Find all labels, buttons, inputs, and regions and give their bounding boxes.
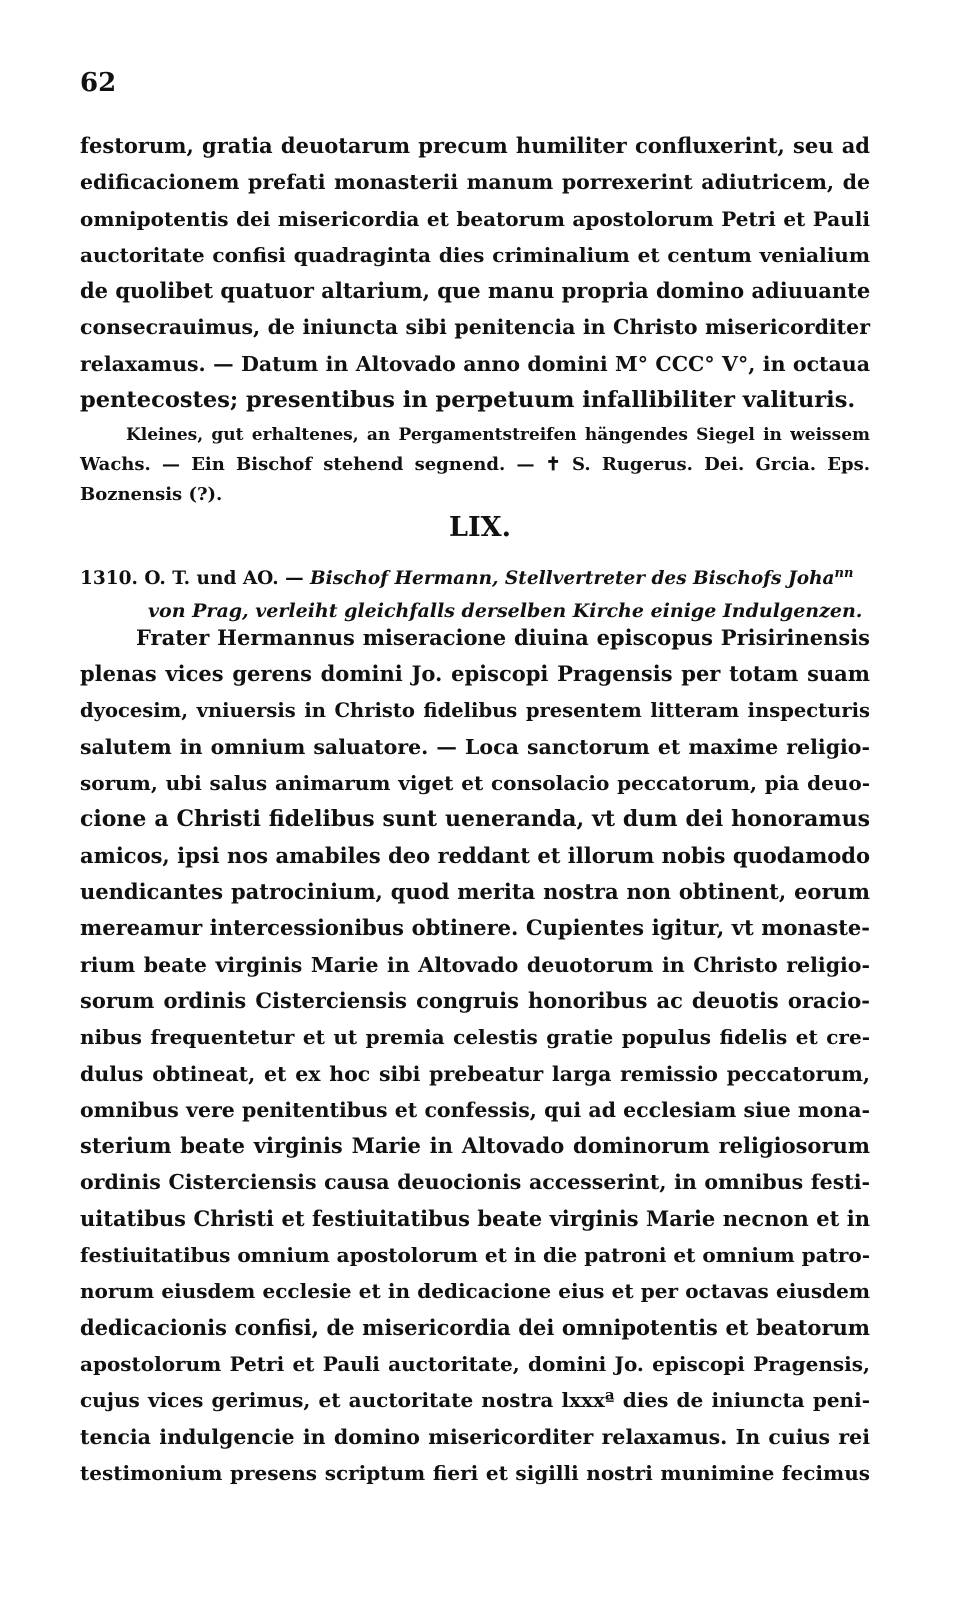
text-line: Kleines, gut erhaltenes, an Pergamentstreifen hängendes Siegel in weissem bbox=[126, 425, 870, 445]
text-line: cujus vices gerimus, et auctoritate nostra lxxxª dies de iniuncta peni- bbox=[80, 1388, 870, 1413]
text-line: cione a Christi fidelibus sunt ueneranda, vt dum dei honoramus bbox=[80, 806, 870, 833]
document-number-heading: LIX. bbox=[449, 512, 511, 543]
text-line: Wachs. — Ein Bischof stehend segnend. — ✝ S. Rugerus. Dei. Grcia. Eps. bbox=[80, 454, 870, 475]
text-line: edificacionem prefati monasterii manum porrexerint adiutricem, de bbox=[80, 170, 870, 195]
text-line: salutem in omnium saluatore. — Loca sanctorum et maxime religio- bbox=[80, 734, 870, 759]
regest-text: Bischof Hermann, Stellvertreter des Bischofs Joha bbox=[310, 568, 835, 590]
text-line: sorum ordinis Cisterciensis congruis honoribus ac deuotis oracio- bbox=[80, 987, 870, 1013]
regest-date: 1310. O. T. und AO. bbox=[80, 568, 279, 590]
text-line: dulus obtineat, et ex hoc sibi prebeatur larga remissio peccatorum, bbox=[80, 1061, 870, 1086]
text-line: de quolibet quatuor altarium, que manu propria domino adiuuante bbox=[80, 278, 871, 304]
text-line: omnipotentis dei misericordia et beatorum apostolorum Petri et Pauli bbox=[80, 206, 870, 231]
text-line: mereamur intercessionibus obtinere. Cupientes igitur, vt monaste- bbox=[80, 915, 870, 941]
text-line: Boznensis (?). bbox=[80, 484, 223, 505]
text-line: Frater Hermannus miseracione diuina episcopus Prisirinensis bbox=[136, 625, 870, 650]
regest-line bbox=[80, 558, 870, 595]
text-line: norum eiusdem ecclesie et in dedicacione eius et per octavas eiusdem bbox=[80, 1279, 870, 1304]
text-line: relaxamus. — Datum in Altovado anno domini M° CCC° V°, in octaua bbox=[80, 351, 870, 376]
text-line: omnibus vere penitentibus et confessis, qui ad ecclesiam siue mona- bbox=[80, 1097, 870, 1122]
regest-summary bbox=[80, 558, 870, 627]
regest-text: von Prag, verleiht gleichfalls derselben Kirche einige Indulgenzen. bbox=[148, 600, 863, 623]
text-line: auctoritate confisi quadraginta dies criminalium et centum venialium bbox=[80, 242, 870, 267]
text-line: festiuitatibus omnium apostolorum et in die patroni et omnium patro- bbox=[80, 1243, 870, 1268]
text-line: plenas vices gerens domini Jo. episcopi Pragensis per totam suam bbox=[80, 661, 870, 687]
text-line: pentecostes; presentibus in perpetuum infallibiliter valituris. bbox=[80, 387, 856, 414]
text-line: ordinis Cisterciensis causa deuocionis accesserint, in omnibus festi- bbox=[80, 1170, 870, 1195]
text-line: consecrauimus, de iniuncta sibi penitencia in Christo misericorditer bbox=[80, 315, 870, 340]
text-line: rium beate virginis Marie in Altovado deuotorum in Christo religio- bbox=[80, 952, 870, 977]
page-number: 62 bbox=[80, 68, 117, 98]
text-line: nibus frequentetur et ut premia celestis gratie populus fidelis et cre- bbox=[80, 1025, 870, 1050]
text-line: tencia indulgencie in domino misericorditer relaxamus. In cuius rei bbox=[80, 1424, 870, 1449]
text-line: dyocesim, vniuersis in Christo fidelibus presentem litteram inspecturis bbox=[80, 698, 870, 722]
text-line: festorum, gratia deuotarum precum humiliter confluxerint, seu ad bbox=[80, 133, 870, 158]
text-line: uitatibus Christi et festiuitatibus beate virginis Marie necnon et in bbox=[80, 1205, 870, 1231]
text-line: amicos, ipsi nos amabiles deo reddant et illorum nobis quodamodo bbox=[80, 842, 870, 868]
paragraph-continuation bbox=[80, 128, 870, 418]
charter-text bbox=[80, 620, 870, 1491]
text-line: uendicantes patrocinium, quod merita nostra non obtinent, eorum bbox=[80, 879, 870, 905]
regest-dash: — bbox=[278, 568, 311, 590]
seal-description bbox=[80, 420, 870, 510]
text-line: sterium beate virginis Marie in Altovado dominorum religiosorum bbox=[80, 1133, 870, 1159]
regest-superscript: nn bbox=[834, 566, 854, 581]
text-line: apostolorum Petri et Pauli auctoritate, domini Jo. episcopi Pragensis, bbox=[80, 1351, 870, 1376]
text-line: dedicacionis confisi, de misericordia dei omnipotentis et beatorum bbox=[80, 1314, 870, 1340]
text-line: sorum, ubi salus animarum viget et consolacio peccatorum, pia deuo- bbox=[80, 771, 870, 796]
text-line: testimonium presens scriptum fieri et sigilli nostri munimine fecimus bbox=[80, 1460, 870, 1485]
